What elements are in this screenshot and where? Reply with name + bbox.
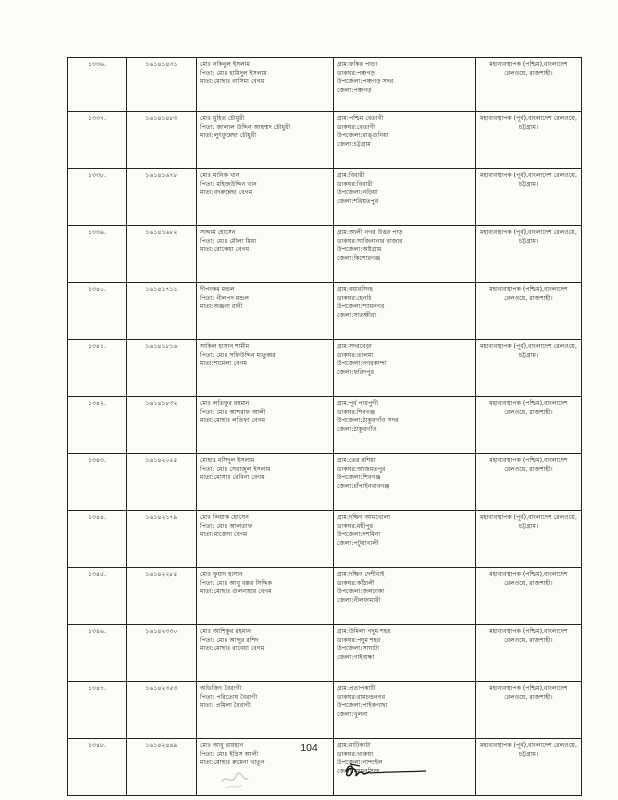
post-office: ডাকঘর:মহীপুর bbox=[337, 522, 374, 530]
post-office: ডাকঘর:তালমা bbox=[337, 351, 374, 359]
roll-number-cell: ১৬১৪২১৭৯ bbox=[127, 511, 197, 568]
posting-office-cell: মহাব্যবস্থাপক (পূর্ব),বাংলাদেশ রেলওয়ে, চট্টগ্রাম। bbox=[476, 226, 582, 283]
address-cell bbox=[334, 169, 476, 226]
posting-office-cell: মহাব্যবস্থাপক (পশ্চিম),বাংলাদেশ রেলওয়ে, রাজশাহী। bbox=[476, 625, 582, 682]
mother-name: মাতা:মোছাঃ রাবেয়া বেগম bbox=[200, 645, 265, 653]
candidate-name: দীপংকর মন্ডল bbox=[200, 286, 235, 293]
address-cell bbox=[334, 340, 476, 397]
father-name: পিতা: মহিজউদ্দিন খান bbox=[200, 180, 257, 188]
father-name: পিতা: জালাল উদ্দিন আহম্মদ চৌধুরী bbox=[200, 123, 291, 131]
upazila: উপজেলা:শিবগঞ্জ bbox=[337, 474, 381, 482]
signature bbox=[340, 760, 430, 786]
serial-cell: ১৩৪২. bbox=[68, 397, 127, 454]
village: গ্রাম:উমিলা পদুম শহর bbox=[337, 628, 391, 635]
table-row bbox=[68, 340, 582, 397]
roll-number-cell: ১৬১৪২৪৪৯ bbox=[127, 739, 197, 796]
serial-cell: ১৩৩৮. bbox=[68, 169, 127, 226]
upazila: উপজেলা:জলঢাকা bbox=[337, 588, 385, 596]
district: জেলা:খুলনা bbox=[337, 710, 368, 718]
serial-cell: ১৩৪৬. bbox=[68, 625, 127, 682]
posting-office-cell: মহাব্যবস্থাপক (পূর্ব),বাংলাদেশ রেলওয়ে, চট্টগ্রাম। bbox=[476, 169, 582, 226]
upazila: উপজেলা:ঠাকুরগাঁও সদর bbox=[337, 417, 399, 425]
table-row bbox=[68, 682, 582, 739]
posting-office-cell: মহাব্যবস্থাপক (পূর্ব),বাংলাদেশ রেলওয়ে, চট্টগ্রাম। bbox=[476, 112, 582, 169]
address-cell bbox=[334, 397, 476, 454]
district: জেলা:চাঁপাইনবাবগঞ্জ bbox=[337, 482, 390, 490]
candidate-name-cell bbox=[197, 226, 334, 283]
candidate-name: মোঃ লিয়াক হোসেন bbox=[200, 514, 249, 521]
post-office: ডাকঘর:কাঁঠালী bbox=[337, 579, 375, 587]
mother-name: মাতা:লুৎফুন্নেছা চৌধুরী bbox=[200, 132, 256, 140]
mother-name: মাতা:মোসাঃ রেবিনা বেগম bbox=[200, 474, 265, 482]
father-name: পিতা: মোঃ আব্দুর রশিদ bbox=[200, 636, 259, 644]
village: গ্রাম:বয়ারসিংহ bbox=[337, 286, 374, 293]
roll-number-cell: ১৬১৪২২৮৫ bbox=[127, 568, 197, 625]
post-office: ডাকঘর:রামচন্দ্রনগর bbox=[337, 693, 386, 701]
village: গ্রাম:আলী নগর উত্তর পাড় bbox=[337, 229, 403, 236]
village: গ্রাম:তের রশিয়া bbox=[337, 457, 376, 464]
address-cell bbox=[334, 511, 476, 568]
candidate-name: মোঃ মুহিত চৌধুরী bbox=[200, 115, 245, 122]
upazila: উপজেলা:দশমিনা bbox=[337, 531, 381, 539]
candidate-name-cell bbox=[197, 454, 334, 511]
candidate-name: মোঃ নকিবুল ইসলাম bbox=[200, 61, 250, 68]
district: জেলা:চট্টগ্রাম bbox=[337, 140, 371, 148]
district: জেলা:ময়মনসিংহ bbox=[337, 767, 380, 775]
upazila: উপজেলা:পঞ্চগড় সদর bbox=[337, 78, 394, 86]
father-name: পিতা: মোঃ আলতাফ bbox=[200, 522, 253, 530]
serial-cell: ১৩৪৪. bbox=[68, 511, 127, 568]
candidate-name: অভিজিৎ বৈরাগী bbox=[200, 685, 242, 692]
table-row bbox=[68, 568, 582, 625]
address-cell bbox=[334, 283, 476, 340]
village: গ্রাম:দক্ষিণ দেশীবাই bbox=[337, 571, 385, 578]
posting-office-cell: মহাব্যবস্থাপক (পশ্চিম),বাংলাদেশ রেলওয়ে, রাজশাহী। bbox=[476, 58, 582, 112]
candidate-name: মোঃ লতিফুর রহমান bbox=[200, 400, 250, 407]
serial-cell: ১৩৪৩. bbox=[68, 454, 127, 511]
posting-office-cell: মহাব্যবস্থাপক (পশ্চিম),বাংলাদেশ রেলওয়ে, রাজশাহী। bbox=[476, 454, 582, 511]
upazila: উপজেলা:অষ্টগ্রাম bbox=[337, 246, 382, 254]
roll-number-cell: ১৬১৪১৪৩১ bbox=[127, 58, 197, 112]
roll-number-cell: ১৬১৪১৬৭৮ bbox=[127, 169, 197, 226]
post-office: ডাকঘর:সাজিনানার বাজার bbox=[337, 237, 403, 245]
roll-number-cell: ১৬১৪২০৫৫ bbox=[127, 454, 197, 511]
district: জেলা:শরিয়তপুর bbox=[337, 197, 379, 205]
upazila: উপজেলা:পাইকগাছা bbox=[337, 702, 388, 710]
candidate-name-cell bbox=[197, 568, 334, 625]
mother-name: মাতা:শামেলা বেগম bbox=[200, 360, 247, 368]
scan-smudge bbox=[218, 764, 258, 794]
roll-number-cell: ১৬১৪১৮১৬ bbox=[127, 340, 197, 397]
village: গ্রাম:সদরবেড়া bbox=[337, 343, 372, 350]
serial-cell: ১৩৩৭. bbox=[68, 112, 127, 169]
upazila: উপজেলা:শ্যামনগর bbox=[337, 303, 385, 311]
upazila: উপজেলা:রাঙ্গুনিয়া bbox=[337, 132, 389, 140]
candidate-name: মোহাঃ মসিদুল ইসলাম bbox=[200, 457, 255, 464]
address-cell bbox=[334, 454, 476, 511]
appointment-table bbox=[67, 57, 582, 796]
post-office: ডাকঘর:বেতাগী bbox=[337, 123, 376, 131]
table-row bbox=[68, 511, 582, 568]
mother-name: মাতা:অঞ্জনা রানী bbox=[200, 303, 243, 311]
roll-number-cell: ১৬১৪১৭১১ bbox=[127, 283, 197, 340]
address-cell bbox=[334, 58, 476, 112]
father-name: পিতা: মোঃ আবু বক্কর সিদ্দিক bbox=[200, 579, 272, 587]
posting-office-cell: মহাব্যবস্থাপক (পূর্ব),বাংলাদেশ রেলওয়ে, চট্টগ্রাম। bbox=[476, 739, 582, 796]
serial-cell: ১৩৩৯. bbox=[68, 226, 127, 283]
serial-cell: ১৩৪৭. bbox=[68, 682, 127, 739]
father-name: পিতা: পরিতোষ বৈরাগী bbox=[200, 693, 258, 701]
candidate-name-cell bbox=[197, 397, 334, 454]
candidate-name-cell bbox=[197, 169, 334, 226]
district: জেলা:সাতক্ষীরা bbox=[337, 311, 377, 319]
candidate-name-cell bbox=[197, 682, 334, 739]
father-name: পিতা: মোঃ হামিদুল ইসলাম bbox=[200, 69, 267, 77]
district: জেলা:ফরিদপুর bbox=[337, 368, 375, 376]
table-row bbox=[68, 625, 582, 682]
posting-office-cell: মহাব্যবস্থাপক (পশ্চিম),বাংলাদেশ রেলওয়ে, রাজশাহী। bbox=[476, 682, 582, 739]
table-row bbox=[68, 454, 582, 511]
district: জেলা:নীলফামারী bbox=[337, 596, 381, 604]
roll-number-cell: ১৬১৪২৩৫৩ bbox=[127, 682, 197, 739]
results-page bbox=[67, 57, 582, 796]
upazila: উপজেলা:নান্দাইল bbox=[337, 759, 383, 767]
candidate-name: সাদ্দাম হোসেন bbox=[200, 229, 236, 236]
candidate-name: সাকিল হাসান শামীম bbox=[200, 343, 250, 350]
table-row bbox=[68, 397, 582, 454]
mother-name: মাতা:মোছাঃ নাসিমা বেগম bbox=[200, 78, 265, 86]
table-row bbox=[68, 226, 582, 283]
candidate-name-cell bbox=[197, 511, 334, 568]
serial-cell: ১৩৪০. bbox=[68, 283, 127, 340]
village: গ্রাম:মাটিকাটা bbox=[337, 742, 371, 749]
table-row bbox=[68, 112, 582, 169]
table-body bbox=[68, 58, 582, 796]
posting-office-cell: মহাব্যবস্থাপক (পশ্চিম),বাংলাদেশ রেলওয়ে, রাজশাহী। bbox=[476, 283, 582, 340]
village: গ্রাম:দক্ষিণ আমখোলা bbox=[337, 514, 391, 521]
mother-name: মাতা:মাজেদা বেগম bbox=[200, 531, 248, 539]
upazila: উপজেলা:সাঘাটা bbox=[337, 645, 380, 653]
candidate-name-cell bbox=[197, 58, 334, 112]
mother-name: মাতা:বদরুন্নেছা বেগম bbox=[200, 189, 253, 197]
mother-name: মাতা:মোছাঃ রুমেনা খাতুন bbox=[200, 759, 265, 767]
candidate-name-cell bbox=[197, 283, 334, 340]
table-row bbox=[68, 58, 582, 112]
mother-name: মাতা:মোছাঃ লতিফা বেগম bbox=[200, 417, 266, 425]
upazila: উপজেলা:নড়িয়া bbox=[337, 189, 378, 197]
table-row bbox=[68, 169, 582, 226]
posting-office-cell: মহাব্যবস্থাপক (পূর্ব),বাংলাদেশ রেলওয়ে, চট্টগ্রাম। bbox=[476, 340, 582, 397]
district: জেলা:ঠাকুরগাঁও bbox=[337, 425, 377, 433]
candidate-name: মোঃ আশিকুর রহমান bbox=[200, 628, 251, 635]
candidate-name: মোঃ ফুয়াদ হাসান bbox=[200, 571, 243, 578]
serial-cell: ১৩৩৬. bbox=[68, 58, 127, 112]
roll-number-cell: ১৬১৪২৩৩০ bbox=[127, 625, 197, 682]
candidate-name-cell bbox=[197, 112, 334, 169]
village: গ্রাম:পশ্চিম বেতাগী bbox=[337, 115, 384, 122]
village: গ্রাম:পূর্ব পারপুগী bbox=[337, 400, 378, 407]
father-name: পিতা: মোঃ সেরাজুল ইসলাম bbox=[200, 465, 271, 473]
village: গ্রাম:ফকির পাড়া bbox=[337, 61, 378, 68]
posting-office-cell: মহাব্যবস্থাপক (পূর্ব),বাংলাদেশ রেলওয়ে, চট্টগ্রাম। bbox=[476, 511, 582, 568]
candidate-name-cell bbox=[197, 625, 334, 682]
post-office: ডাকঘর:পদুম শহর bbox=[337, 636, 381, 644]
address-cell bbox=[334, 226, 476, 283]
address-cell bbox=[334, 625, 476, 682]
address-cell bbox=[334, 112, 476, 169]
serial-cell: ১৩৪৮. bbox=[68, 739, 127, 796]
father-name: পিতা: মোঃ সফিউদ্দিন মাতুব্বর bbox=[200, 351, 276, 359]
district: জেলা:কিশোরগঞ্জ bbox=[337, 254, 381, 262]
serial-cell: ১৩৪১. bbox=[68, 340, 127, 397]
candidate-name: মোঃ মানিক খান bbox=[200, 172, 240, 179]
post-office: ডাকঘর:শিবগঞ্জ bbox=[337, 408, 376, 416]
address-cell bbox=[334, 568, 476, 625]
post-office: ডাকঘর:পঞ্চগড় bbox=[337, 69, 376, 77]
page-number: 104 bbox=[300, 742, 318, 754]
upazila: উপজেলা:নগরকান্দা bbox=[337, 360, 387, 368]
district: জেলা:পটুয়াখালী bbox=[337, 539, 379, 547]
district: জেলা:পঞ্চগড় bbox=[337, 86, 372, 94]
father-name: পিতা: মোঃ আশরাফ আলী bbox=[200, 408, 266, 416]
father-name: পিতা: নীলপদ মন্ডল bbox=[200, 294, 249, 302]
candidate-name: মোঃ আবু রায়হান bbox=[200, 742, 244, 749]
village: গ্রাম:প্রতাপকাটি bbox=[337, 685, 376, 692]
mother-name: মাতা: প্রমিলা বৈরাগী bbox=[200, 702, 251, 710]
district: জেলা:গাইবান্ধা bbox=[337, 653, 375, 661]
post-office: ডাকঘর:হেনচি bbox=[337, 294, 372, 302]
father-name: পিতা: মোঃ ইদ্রিস আলী bbox=[200, 750, 259, 758]
village: গ্রাম:বিবারী bbox=[337, 172, 365, 179]
roll-number-cell: ১৬১৪১৮৩২ bbox=[127, 397, 197, 454]
mother-name: মাতা:মোছাঃ গুলনাহার বেগম bbox=[200, 588, 272, 596]
posting-office-cell: মহাব্যবস্থাপক (পশ্চিম),বাংলাদেশ রেলওয়ে, রাজশাহী। bbox=[476, 397, 582, 454]
roll-number-cell: ১৬১৪১৪৮৩ bbox=[127, 112, 197, 169]
post-office: ডাকঘর:খারুয়া bbox=[337, 750, 374, 758]
post-office: ডাকঘর:আজমতপুর bbox=[337, 465, 386, 473]
roll-number-cell: ১৬১৪১৬৮২ bbox=[127, 226, 197, 283]
candidate-name-cell bbox=[197, 340, 334, 397]
mother-name: মাতা:রোকেয়া বেগম bbox=[200, 246, 250, 254]
post-office: ডাকঘর:বিবারী bbox=[337, 180, 373, 188]
father-name: পিতা: মোঃ মৌলা মিয়া bbox=[200, 237, 257, 245]
serial-cell: ১৩৪৫. bbox=[68, 568, 127, 625]
table-row bbox=[68, 283, 582, 340]
address-cell bbox=[334, 682, 476, 739]
posting-office-cell: মহাব্যবস্থাপক (পশ্চিম),বাংলাদেশ রেলওয়ে, রাজশাহী। bbox=[476, 568, 582, 625]
